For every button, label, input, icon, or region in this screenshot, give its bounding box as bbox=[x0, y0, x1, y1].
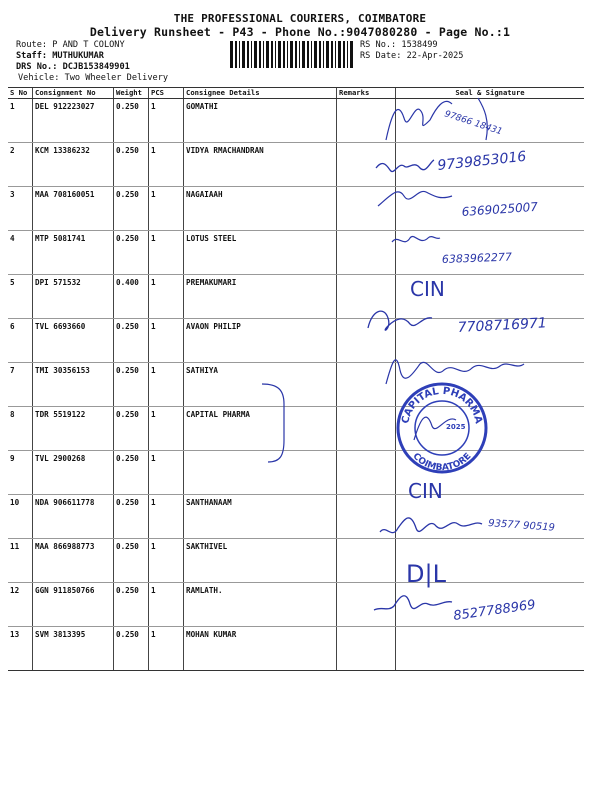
row-remarks bbox=[337, 99, 396, 143]
row-pcs: 1 bbox=[149, 231, 184, 275]
row-remarks bbox=[337, 143, 396, 187]
row-sno: 5 bbox=[8, 275, 33, 319]
row-weight: 0.400 bbox=[114, 275, 149, 319]
handwritten-phone: 6369025007 bbox=[461, 199, 539, 219]
row-pcs: 1 bbox=[149, 187, 184, 231]
delivery-table bbox=[8, 87, 584, 671]
handwritten-phone: 93577 90519 bbox=[487, 518, 556, 534]
handwritten-phone: 6383962277 bbox=[441, 250, 513, 266]
row-consignment: TDR 5519122 bbox=[33, 407, 114, 451]
table-row bbox=[8, 143, 584, 187]
row-remarks bbox=[337, 187, 396, 231]
row-signature bbox=[396, 627, 585, 671]
drs-label: DRS No.: DCJB153849901 bbox=[16, 62, 130, 72]
row-consignment: GGN 911850766 bbox=[33, 583, 114, 627]
row-consignment: MAA 708160051 bbox=[33, 187, 114, 231]
row-weight: 0.250 bbox=[114, 363, 149, 407]
row-signature bbox=[396, 99, 585, 143]
row-consignment: TVL 6693660 bbox=[33, 319, 114, 363]
row-sno: 3 bbox=[8, 187, 33, 231]
route-label: Route: P AND T COLONY bbox=[16, 40, 125, 50]
col-consignee: Consignee Details bbox=[184, 88, 337, 99]
row-signature bbox=[396, 407, 585, 451]
row-sno: 13 bbox=[8, 627, 33, 671]
staff-label: Staff: MUTHUKUMAR bbox=[16, 51, 104, 61]
row-consignment: KCM 13386232 bbox=[33, 143, 114, 187]
row-sno: 7 bbox=[8, 363, 33, 407]
handwritten-note: D|L bbox=[406, 560, 446, 588]
row-sno: 4 bbox=[8, 231, 33, 275]
row-pcs: 1 bbox=[149, 495, 184, 539]
row-sno: 8 bbox=[8, 407, 33, 451]
row-weight: 0.250 bbox=[114, 627, 149, 671]
table-header-row bbox=[8, 88, 584, 99]
row-consignee: SATHIYA bbox=[184, 363, 337, 407]
row-sno: 12 bbox=[8, 583, 33, 627]
row-pcs: 1 bbox=[149, 143, 184, 187]
row-remarks bbox=[337, 363, 396, 407]
handwritten-note: CIN bbox=[410, 277, 445, 301]
row-pcs: 1 bbox=[149, 99, 184, 143]
seal-top-text: CAPITAL PHARMA bbox=[400, 385, 484, 425]
row-weight: 0.250 bbox=[114, 407, 149, 451]
row-remarks bbox=[337, 231, 396, 275]
row-consignment: SVM 3813395 bbox=[33, 627, 114, 671]
row-consignee: MOHAN KUMAR bbox=[184, 627, 337, 671]
row-weight: 0.250 bbox=[114, 143, 149, 187]
row-consignee: SAKTHIVEL bbox=[184, 539, 337, 583]
row-signature bbox=[396, 363, 585, 407]
table-row bbox=[8, 231, 584, 275]
row-weight: 0.250 bbox=[114, 187, 149, 231]
row-consignee: CAPITAL PHARMA bbox=[184, 407, 337, 451]
handwritten-phone: 97866 18431 bbox=[443, 109, 504, 138]
row-pcs: 1 bbox=[149, 627, 184, 671]
row-consignee: RAMLATH. bbox=[184, 583, 337, 627]
table-row bbox=[8, 495, 584, 539]
row-signature bbox=[396, 539, 585, 583]
row-sno: 2 bbox=[8, 143, 33, 187]
table-row bbox=[8, 275, 584, 319]
row-consignee: SANTHANAAM bbox=[184, 495, 337, 539]
row-remarks bbox=[337, 539, 396, 583]
row-consignee: GOMATHI bbox=[184, 99, 337, 143]
handwritten-phone: 9739853016 bbox=[436, 148, 528, 174]
row-signature bbox=[396, 451, 585, 495]
table-row bbox=[8, 539, 584, 583]
row-consignee: NAGAIAAH bbox=[184, 187, 337, 231]
row-weight: 0.250 bbox=[114, 451, 149, 495]
row-pcs: 1 bbox=[149, 319, 184, 363]
handwritten-phone: 7708716971 bbox=[457, 315, 548, 336]
col-consignment: Consignment No bbox=[33, 88, 114, 99]
row-weight: 0.250 bbox=[114, 319, 149, 363]
company-title: THE PROFESSIONAL COURIERS, COIMBATORE bbox=[173, 12, 427, 25]
row-consignment: DEL 912223027 bbox=[33, 99, 114, 143]
row-pcs: 1 bbox=[149, 451, 184, 495]
row-consignment: TVL 2900268 bbox=[33, 451, 114, 495]
row-signature bbox=[396, 143, 585, 187]
row-remarks bbox=[337, 451, 396, 495]
row-consignment: NDA 906611778 bbox=[33, 495, 114, 539]
row-signature bbox=[396, 583, 585, 627]
row-remarks bbox=[337, 275, 396, 319]
table-row bbox=[8, 627, 584, 671]
row-pcs: 1 bbox=[149, 539, 184, 583]
table-row bbox=[8, 99, 584, 143]
vehicle-label: Vehicle: Two Wheeler Delivery bbox=[18, 73, 169, 83]
table-row bbox=[8, 407, 584, 451]
row-pcs: 1 bbox=[149, 275, 184, 319]
col-pcs: PCS bbox=[149, 88, 184, 99]
row-weight: 0.250 bbox=[114, 583, 149, 627]
row-consignee: VIDYA RMACHANDRAN bbox=[184, 143, 337, 187]
row-sno: 9 bbox=[8, 451, 33, 495]
row-consignee: LOTUS STEEL bbox=[184, 231, 337, 275]
row-remarks bbox=[337, 583, 396, 627]
row-consignment: DPI 571532 bbox=[33, 275, 114, 319]
row-consignment: TMI 30356153 bbox=[33, 363, 114, 407]
handwritten-note: CIN bbox=[408, 479, 443, 503]
barcode-icon bbox=[230, 41, 354, 68]
row-consignment: MAA 866988773 bbox=[33, 539, 114, 583]
col-signature: Seal & Signature bbox=[396, 88, 585, 99]
row-remarks bbox=[337, 319, 396, 363]
table-row bbox=[8, 363, 584, 407]
col-sno: S No bbox=[8, 88, 33, 99]
row-signature bbox=[396, 187, 585, 231]
row-sno: 10 bbox=[8, 495, 33, 539]
table-row bbox=[8, 451, 584, 495]
seal-date: 2025 bbox=[446, 423, 466, 431]
row-remarks bbox=[337, 627, 396, 671]
row-signature bbox=[396, 495, 585, 539]
col-weight: Weight bbox=[114, 88, 149, 99]
table-row bbox=[8, 319, 584, 363]
row-consignee: PREMAKUMARI bbox=[184, 275, 337, 319]
rs-number: RS No.: 1538499 bbox=[360, 40, 438, 50]
row-signature bbox=[396, 231, 585, 275]
row-sno: 1 bbox=[8, 99, 33, 143]
row-consignee: AVAON PHILIP bbox=[184, 319, 337, 363]
row-sno: 11 bbox=[8, 539, 33, 583]
row-signature bbox=[396, 275, 585, 319]
table-row bbox=[8, 583, 584, 627]
runsheet-title: Delivery Runsheet - P43 - Phone No.:9047080280 - Page No.:1 bbox=[89, 25, 511, 39]
row-pcs: 1 bbox=[149, 407, 184, 451]
row-signature bbox=[396, 319, 585, 363]
row-consignment: MTP 5081741 bbox=[33, 231, 114, 275]
rs-date: RS Date: 22-Apr-2025 bbox=[360, 51, 464, 61]
row-sno: 6 bbox=[8, 319, 33, 363]
row-weight: 0.250 bbox=[114, 231, 149, 275]
row-weight: 0.250 bbox=[114, 539, 149, 583]
row-remarks bbox=[337, 495, 396, 539]
row-remarks bbox=[337, 407, 396, 451]
row-consignee bbox=[184, 451, 337, 495]
handwritten-phone: 8527788969 bbox=[452, 597, 537, 624]
row-weight: 0.250 bbox=[114, 99, 149, 143]
col-remarks: Remarks bbox=[337, 88, 396, 99]
row-pcs: 1 bbox=[149, 363, 184, 407]
seal-bottom-text: COIMBATORE bbox=[410, 451, 474, 474]
row-pcs: 1 bbox=[149, 583, 184, 627]
row-weight: 0.250 bbox=[114, 495, 149, 539]
table-row bbox=[8, 187, 584, 231]
